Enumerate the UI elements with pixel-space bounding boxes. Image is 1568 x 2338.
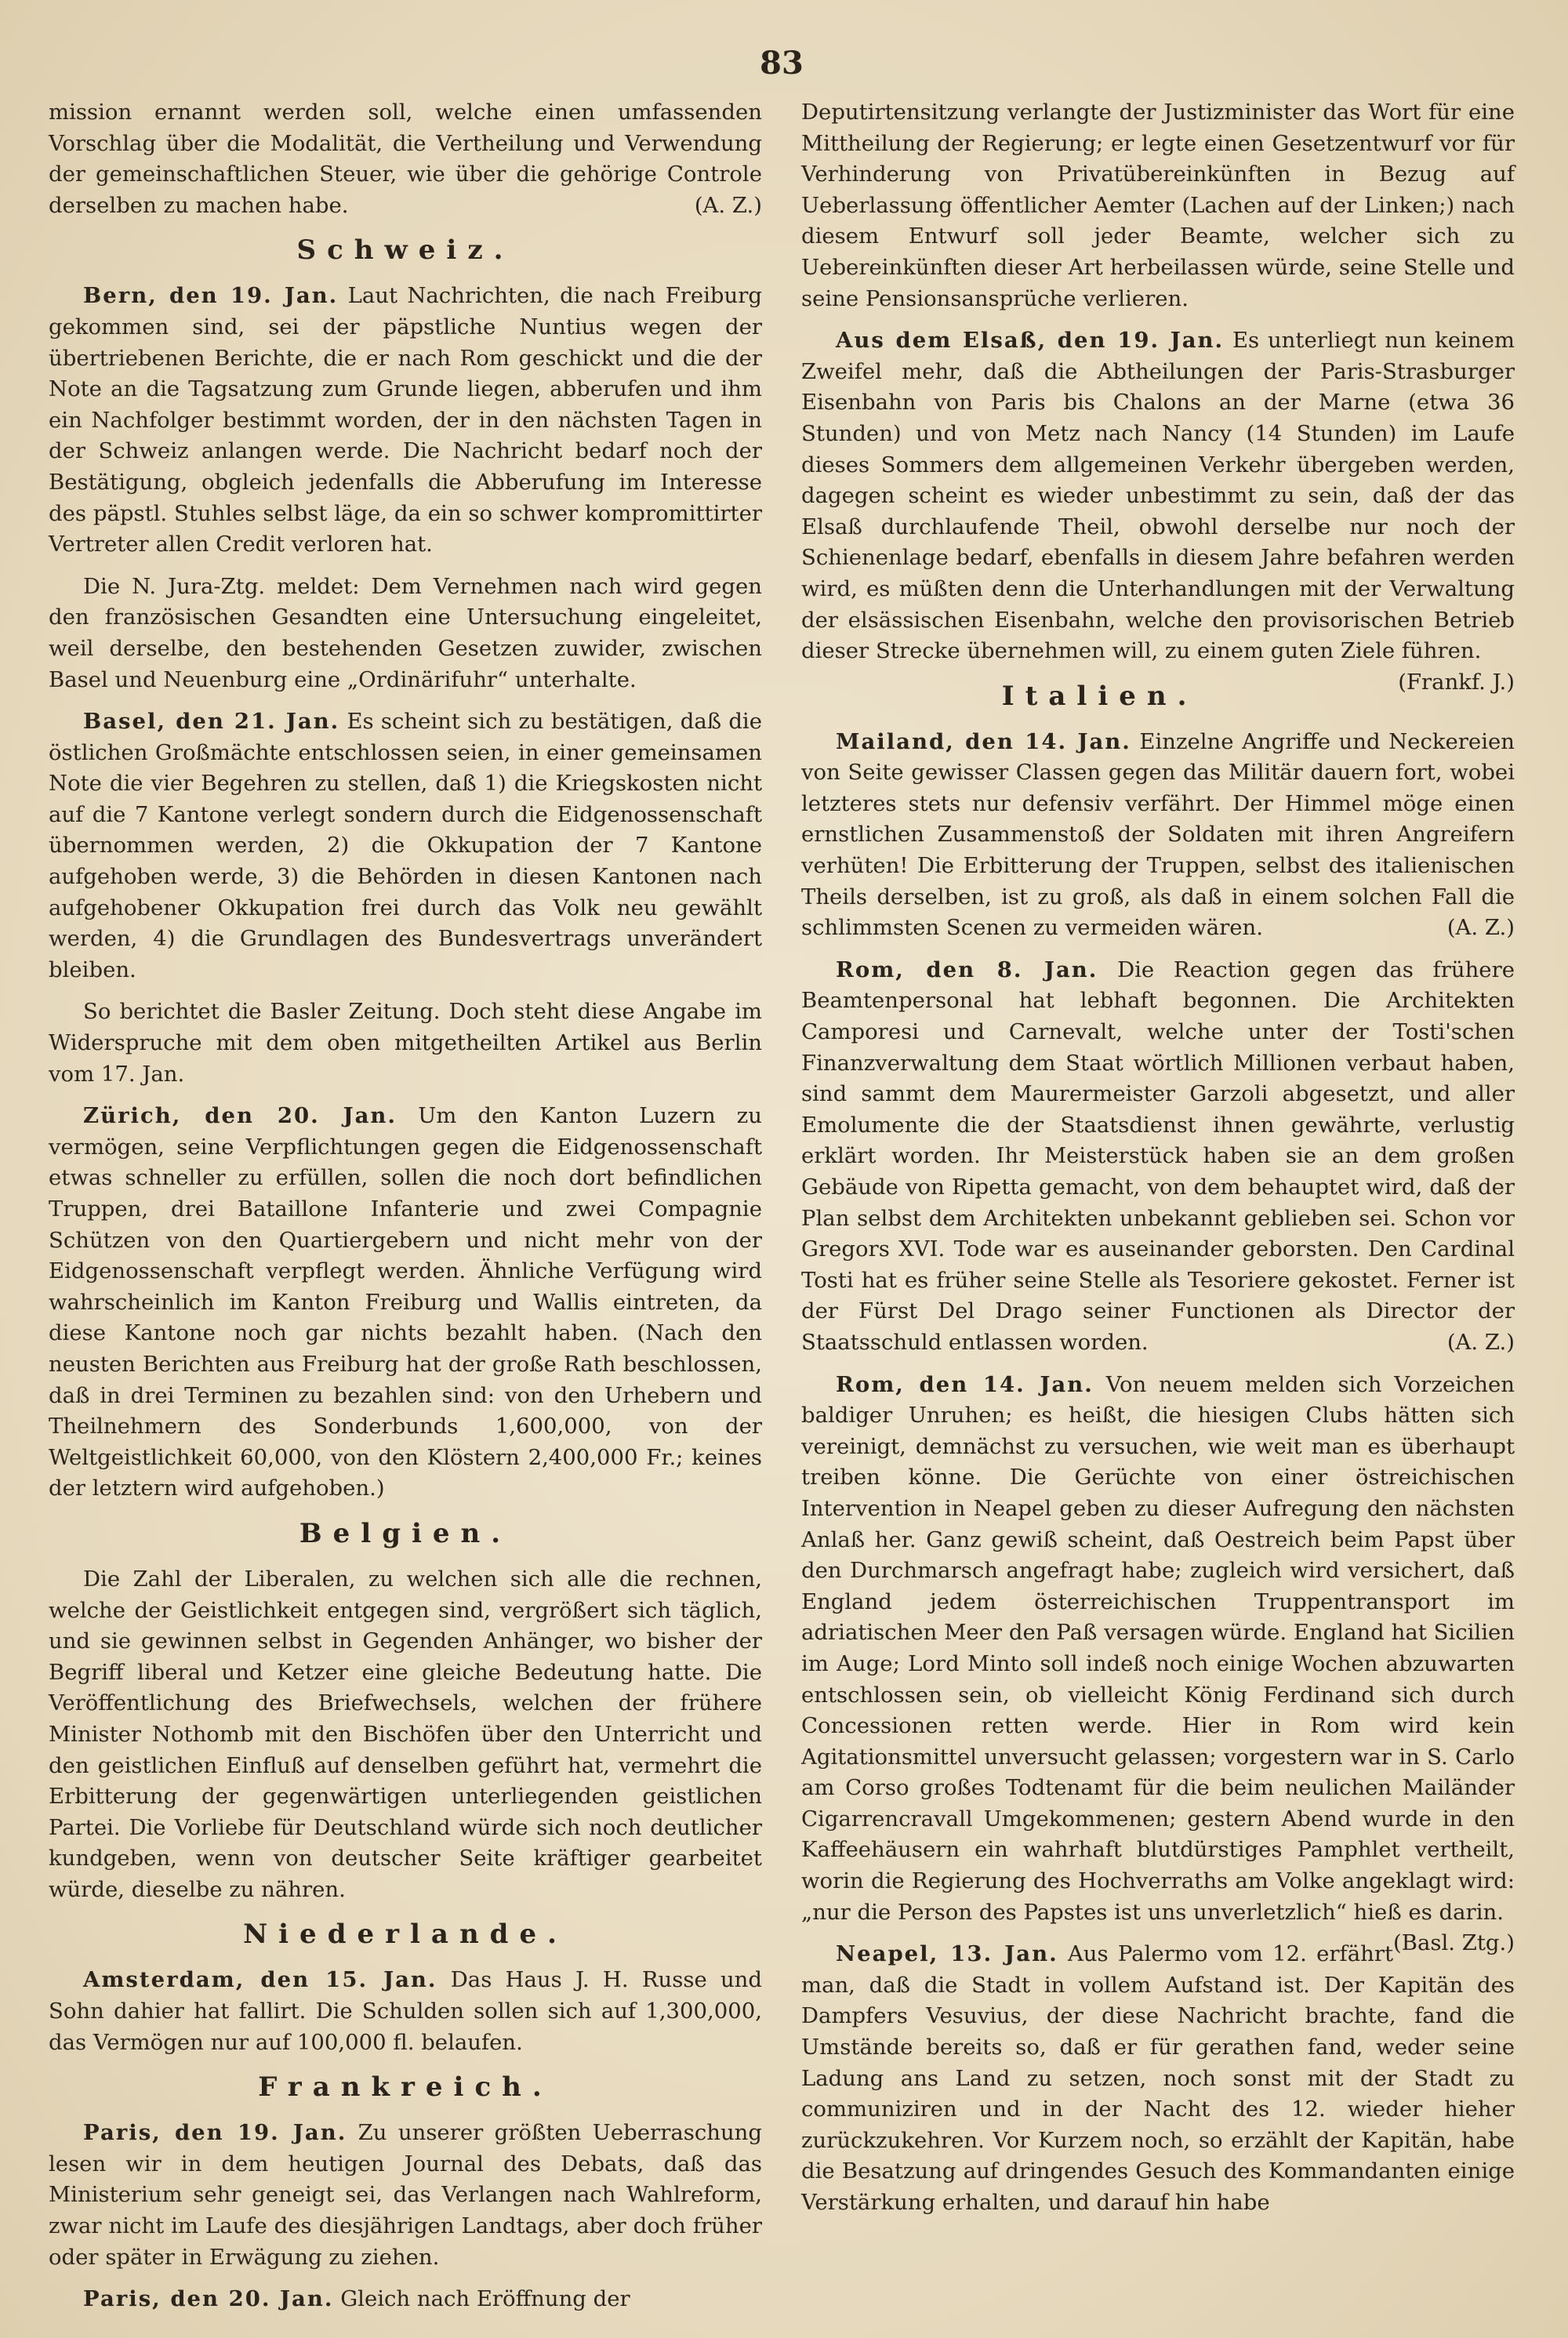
article-paris-2: Paris, den 20. Jan. Gleich nach Eröffnung der bbox=[83, 2286, 630, 2312]
source-note: (A. Z.) bbox=[694, 192, 762, 218]
article-rom-2: Rom, den 14. Jan. Von neuem melden sich Vorzeichen baldiger Unruhen; es heißt, die hiesigen Clubs hätten sich vereinigt, demnächst zu versuchen, wie weit man es überhaupt treiben könne. Die Gerüchte von einer östreichischen Intervention in Neapel geben zu dieser Aufregung den nächsten Anlaß her. Ganz gewiß scheint, daß Oestreich beim Papst über den Durchmarsch angefragt habe; zugleich wird versichert, daß England jedem österreichischen Truppentransport im adriatischen Meer den Paß versagen würde. England hat Sicilien im Auge; Lord Minto soll indeß noch einige Wochen abzuwarten entschlossen sein, ob vielleicht König Ferdinand sich durch Concessionen retten werde. Hier in Rom wird kein Agitationsmittel unversucht gelassen; vorgestern war in S. Carlo am Corso großes Todtenamt für die beim neulichen Mailänder Cigarrencravall Umgekommenen; gestern Abend wurde in den Kaffeehäusern ein wahrhaft blutdürstiges Pamphlet vertheilt, worin die Regierung des Hochverraths am Volke angeklagt wird: „nur die Person des Papstes ist uns unverletzlich“ hieß es darin. (Basl. Ztg.) bbox=[801, 1370, 1515, 1929]
article-neapel: Neapel, 13. Jan. Aus Palermo vom 12. erfährt man, daß die Stadt in vollem Aufstand ist. Der Kapitän des Dampfers Vesuvius, der diese Nachricht brachte, fand die Umstände bereits so, daß er für gerathen fand, weder seine Ladung ans Land zu setzen, noch sonst mit der Stadt zu communiziren und in der Nacht des 12. wieder hieher zurückzukehren. Vor Kurzem noch, so erzählt der Kapitän, habe die Besatzung auf dringendes Gesuch des Kommandanten einige Verstärkung erhalten, und darauf hin habe bbox=[801, 1941, 1515, 2215]
left-column bbox=[49, 97, 762, 2326]
heading-belgien: Belgien. bbox=[299, 1517, 512, 1549]
source-note: (Basl. Ztg.) bbox=[1393, 1930, 1515, 1956]
columns bbox=[49, 97, 1515, 2326]
heading-italien: Italien. bbox=[1001, 680, 1198, 712]
article-paris-2-continuation: Deputirtensitzung verlangte der Justizminister das Wort für eine Mittheilung der Regierung; er legte einen Gesetzentwurf vor für Verhinderung von Privatübereinkünften in Bezug auf Ueberlassung öffentlicher Aemter (Lachen auf der Linken;) nach diesem Entwurf soll jeder Beamte, welcher sich zu Uebereinkünften dieser Art herbeilassen würde, seine Stelle und seine Pensionsansprüche verlieren. bbox=[801, 100, 1515, 311]
heading-frankreich: Frankreich. bbox=[258, 2071, 553, 2104]
dateline: Basel, den 21. Jan. bbox=[83, 709, 340, 735]
dateline: Bern, den 19. Jan. bbox=[83, 283, 339, 309]
right-column bbox=[801, 97, 1515, 2326]
article-basel: Basel, den 21. Jan. Es scheint sich zu bestätigen, daß die östlichen Großmächte entschlossen seien, in einer gemeinsamen Note die vier Begehren zu stellen, daß 1) die Kriegskosten nicht auf die 7 Kantone verlegt sondern durch die Eidgenossenschaft übernommen werden, 2) die Okkupation der 7 Kantone aufgehoben werde, 3) die Behörden in diesen Kantonen nach aufgehobener Okkupation frei durch das Volk neu gewählt werden, 4) die Grundlagen des Bundesvertrags unverändert bleiben. bbox=[49, 709, 762, 982]
article-paris-1: Paris, den 19. Jan. Zu unserer größten Ueberraschung lesen wir in dem heutigen Journal des Debats, daß das Ministerium sehr geneigt sei, das Verlangen nach Wahlreform, zwar nicht im Laufe des diesjährigen Landtags, aber doch früher oder später in Erwägung zu ziehen. bbox=[49, 2120, 762, 2270]
dateline: Zürich, den 20. Jan. bbox=[83, 1103, 397, 1129]
article-zurich: Zürich, den 20. Jan. Um den Kanton Luzern zu vermögen, seine Verpflichtungen gegen die Eidgenossenschaft etwas schneller zu erfüllen, sollen die noch dort befindlichen Truppen, drei Bataillone Infanterie und zwei Compagnie Schützen von den Quartiergebern und nicht mehr von der Eidgenossenschaft verpflegt werden. Ähnliche Verfügung wird wahrscheinlich im Kanton Freiburg und Wallis eintreten, da diese Kantone noch gar nichts bezahlt haben. (Nach den neusten Berichten aus Freiburg hat der große Rath beschlossen, daß in drei Terminen zu bezahlen sind: von den Urhebern und Theilnehmern des Sonderbunds 1,600,000, von der Weltgeistlichkeit 60,000, von den Klöstern 2,400,000 Fr.; keines der letztern wird aufgehoben.) bbox=[49, 1103, 762, 1501]
article-elsass: Aus dem Elsaß, den 19. Jan. Es unterliegt nun keinem Zweifel mehr, daß die Abtheilungen der Paris-Strasburger Eisenbahn von Paris bis Chalons an der Marne (etwa 36 Stunden) und von Metz nach Nancy (14 Stunden) im Laufe dieses Sommers dem allgemeinen Verkehr übergeben werden, dagegen scheint es wieder unbestimmt zu sein, daß der das Elsaß durchlaufende Theil, obwohl derselbe nur noch der Schienenlage bedarf, ebenfalls in diesem Jahre befahren werden wird, es müßten denn die Unterhandlungen mit der Verwaltung der elsässischen Eisenbahn, welche den provisorischen Betrieb dieser Strecke übernehmen will, zu einem guten Ziele führen. (Frankf. J.) bbox=[801, 325, 1515, 667]
source-note: (A. Z.) bbox=[1446, 1329, 1515, 1355]
article-basler: So berichtet die Basler Zeitung. Doch steht diese Angabe im Widerspruche mit dem oben mitgetheilten Artikel aus Berlin vom 17. Jan. bbox=[49, 999, 762, 1087]
dateline: Rom, den 8. Jan. bbox=[836, 957, 1098, 982]
article-mailand: Mailand, den 14. Jan. Einzelne Angriffe und Neckereien von Seite gewisser Classen gegen das Militär dauern fort, wobei letzteres stets nur defensiv verfährt. Der Himmel möge einen ernstlichen Zusammenstoß der Soldaten mit ihren Angreifern verhüten! Die Erbitterung der Truppen, selbst des italienischen Theils derselben, ist zu groß, als daß in einem solchen Fall die schlimmsten Scenen zu vermeiden wären. (A. Z.) bbox=[801, 727, 1515, 944]
heading-niederlande: Niederlande. bbox=[243, 1919, 568, 1951]
dateline: Paris, den 20. Jan. bbox=[83, 2286, 334, 2312]
article-bern: Bern, den 19. Jan. Laut Nachrichten, die nach Freiburg gekommen sind, sei der päpstliche Nuntius wegen der übertriebenen Berichte, die er nach Rom geschickt und die der Note an die Tagsatzung zum Grunde liegen, abberufen und ihm ein Nachfolger bestimmt worden, der in den nächsten Tagen in der Schweiz anlangen werde. Die Nachricht bedarf noch der Bestätigung, obgleich jedenfalls die Abberufung im Interesse des päpstl. Stuhles selbst läge, da ein so schwer kompromittirter Vertreter allen Credit verloren hat. bbox=[49, 283, 762, 557]
page-number: 83 bbox=[760, 45, 804, 82]
source-note: (A. Z.) bbox=[1446, 915, 1515, 941]
dateline: Paris, den 19. Jan. bbox=[83, 2120, 347, 2146]
dateline: Aus dem Elsaß, den 19. Jan. bbox=[836, 328, 1225, 354]
dateline: Neapel, 13. Jan. bbox=[836, 1941, 1058, 1967]
dateline: Amsterdam, den 15. Jan. bbox=[83, 1967, 437, 1993]
source-note: (Frankf. J.) bbox=[1398, 669, 1515, 695]
heading-schweiz: Schweiz. bbox=[296, 234, 514, 267]
paragraph-continuation: mission ernannt werden soll, welche einen umfassenden Vorschlag über die Modalität, die Vertheilung und Verwendung der gemeinschaftlichen Steuer, wie über die gehörige Controle derselben zu machen habe. (A. Z.) bbox=[49, 97, 762, 221]
article-belgien: Die Zahl der Liberalen, zu welchen sich alle die rechnen, welche der Geistlichkeit entgegen sind, vergrößert sich täglich, und sie gewinnen selbst in Gegenden Anhänger, wo bisher der Begriff liberal und Ketzer eine gleiche Bedeutung hatte. Die Veröffentlichung des Briefwechsels, welchen der frühere Minister Nothomb mit den Bischöfen über den Unterricht und den geistlichen Einfluß auf denselben geführt hat, vermehrt die Erbitterung der gegenwärtigen unterliegenden geistlichen Partei. Die Vorliebe für Deutschland würde sich noch deutlicher kundgeben, wenn von deutscher Seite kräftiger gearbeitet würde, dieselbe zu nähren. bbox=[49, 1566, 762, 1902]
article-rom-1: Rom, den 8. Jan. Die Reaction gegen das frühere Beamtenpersonal hat lebhaft begonnen. Die Architekten Camporesi und Carnevalt, welche unter der Tosti'schen Finanzverwaltung dem Staat wörtlich Millionen verbaut haben, sind sammt dem Maurermeister Garzoli abgesetzt, und aller Emolumente die der Staatsdienst ihnen gewährte, verlustig erklärt worden. Ihr Meisterstück haben sie an dem großen Gebäude von Ripetta gemacht, von dem behauptet wird, daß der Plan selbst dem Architekten unbekannt geblieben sei. Schon vor Gregors XVI. Tode war es auseinander geborsten. Den Cardinal Tosti hat es früher seine Stelle als Tesoriere gekostet. Ferner ist der Fürst Del Drago seiner Functionen als Director der Staatsschuld entlassen worden. (A. Z.) bbox=[801, 955, 1515, 1359]
dateline: Rom, den 14. Jan. bbox=[836, 1371, 1094, 1397]
dateline: Mailand, den 14. Jan. bbox=[836, 728, 1131, 754]
article-amsterdam: Amsterdam, den 15. Jan. Das Haus J. H. Russe und Sohn dahier hat fallirt. Die Schulden sollen sich auf 1,300,000, das Vermögen nur auf 100,000 fl. belaufen. bbox=[49, 1967, 762, 2055]
article-jura: Die N. Jura-Ztg. meldet: Dem Vernehmen nach wird gegen den französischen Gesandten eine Untersuchung eingeleitet, weil derselbe, den bestehenden Gesetzen zuwider, zwischen Basel und Neuenburg eine „Ordinärifuhr“ unterhalte. bbox=[49, 573, 762, 692]
